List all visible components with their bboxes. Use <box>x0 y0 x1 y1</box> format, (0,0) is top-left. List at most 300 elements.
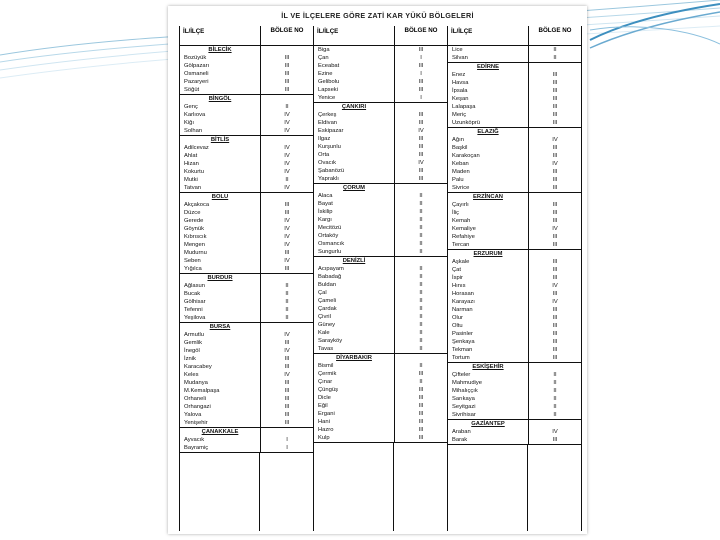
table-row <box>180 379 313 387</box>
table-row <box>314 273 447 281</box>
table-row <box>180 201 313 209</box>
table-row <box>180 111 313 119</box>
region-number: I <box>260 444 313 452</box>
table-row <box>180 249 313 257</box>
region-number: IV <box>260 119 313 127</box>
table-row <box>314 135 447 143</box>
region-number: III <box>394 62 447 70</box>
region-number: IV <box>528 136 581 144</box>
district-name: Tortum <box>452 355 470 361</box>
table-row <box>314 208 447 216</box>
table-row <box>180 436 313 444</box>
region-number: III <box>528 338 581 346</box>
province-section <box>448 46 581 63</box>
table-row <box>314 46 447 54</box>
province-section <box>180 193 313 274</box>
province-heading <box>180 136 313 144</box>
region-number: IV <box>260 152 313 160</box>
region-number: IV <box>260 347 313 355</box>
region-number: IV <box>260 225 313 233</box>
province-region-cell <box>394 354 447 362</box>
district-name: Şenkaya <box>452 339 475 345</box>
region-number: II <box>528 379 581 387</box>
table-row <box>180 225 313 233</box>
table-row <box>448 403 581 411</box>
region-number: III <box>260 355 313 363</box>
table-row <box>314 127 447 135</box>
district-name: Havsa <box>452 80 469 86</box>
table-row <box>180 54 313 62</box>
table-row <box>314 281 447 289</box>
region-number: III <box>528 209 581 217</box>
region-number: III <box>528 266 581 274</box>
province-name: ERZİNCAN <box>473 194 503 200</box>
region-number: II <box>394 337 447 345</box>
table-row <box>180 298 313 306</box>
province-heading <box>180 428 313 436</box>
region-number: II <box>394 232 447 240</box>
region-number: II <box>394 329 447 337</box>
region-number: III <box>394 434 447 442</box>
region-number: II <box>394 321 447 329</box>
region-number: III <box>394 386 447 394</box>
table-row <box>314 54 447 62</box>
table-row <box>448 274 581 282</box>
district-name: Bayramiç <box>184 445 209 451</box>
region-number: III <box>528 95 581 103</box>
district-name: İspir <box>452 275 463 281</box>
province-region-cell <box>394 257 447 265</box>
table-column <box>180 26 314 531</box>
province-name: ÇANAKKALE <box>201 429 239 435</box>
district-name: Gölhisar <box>184 299 206 305</box>
district-name: Seben <box>184 258 201 264</box>
province-region-cell <box>528 193 581 201</box>
province-section <box>180 428 313 453</box>
district-name: Göynük <box>184 226 204 232</box>
province-region-cell <box>260 46 313 54</box>
region-number: II <box>260 314 313 322</box>
region-number: II <box>394 273 447 281</box>
district-name: Pazaryeri <box>184 79 209 85</box>
province-section <box>314 46 447 103</box>
table-row <box>314 305 447 313</box>
district-name: Acıpayam <box>318 266 344 272</box>
table-row <box>180 306 313 314</box>
region-number: III <box>528 144 581 152</box>
region-number: III <box>260 265 313 273</box>
table-row <box>314 192 447 200</box>
region-number: III <box>528 436 581 444</box>
table-row <box>448 144 581 152</box>
table-row <box>448 346 581 354</box>
district-name: Çayırlı <box>452 202 469 208</box>
district-name: Bozüyük <box>184 55 207 61</box>
district-name: Yenişehir <box>184 420 208 426</box>
district-name: Kokurtu <box>184 169 204 175</box>
region-number: II <box>528 411 581 419</box>
region-number: II <box>260 103 313 111</box>
district-name: Çınar <box>318 379 333 385</box>
province-region-cell <box>260 95 313 103</box>
document-page <box>168 6 587 534</box>
table-row <box>314 175 447 183</box>
region-number: IV <box>260 144 313 152</box>
region-number: III <box>528 233 581 241</box>
table-row <box>314 240 447 248</box>
table-row <box>180 257 313 265</box>
province-heading <box>448 128 581 136</box>
district-name: Karakoçan <box>452 153 480 159</box>
region-number: IV <box>260 168 313 176</box>
region-number: II <box>394 192 447 200</box>
region-number: II <box>394 289 447 297</box>
region-number: III <box>260 411 313 419</box>
province-name: BURSA <box>209 324 231 330</box>
column-filler <box>314 443 447 531</box>
region-number: III <box>528 79 581 87</box>
province-region-cell <box>260 136 313 144</box>
district-name: Karlıova <box>184 112 206 118</box>
district-name: Araban <box>452 429 471 435</box>
table-row <box>180 217 313 225</box>
district-name: Sungurlu <box>318 249 342 255</box>
province-heading <box>448 250 581 258</box>
district-name: Barak <box>452 437 468 443</box>
district-name: Çan <box>318 55 329 61</box>
region-number: II <box>260 282 313 290</box>
district-name: Lapseki <box>318 87 338 93</box>
header-bolge-no: BÖLGE NO <box>394 26 447 45</box>
region-number: IV <box>528 282 581 290</box>
district-name: Ayvacık <box>184 437 205 443</box>
province-heading <box>180 274 313 282</box>
table-row <box>180 70 313 78</box>
table-row <box>448 46 581 54</box>
district-name: Çivril <box>318 314 331 320</box>
district-name: Hınıs <box>452 283 466 289</box>
district-name: Eskipazar <box>318 128 344 134</box>
province-name: BURDUR <box>207 275 233 281</box>
province-heading <box>448 63 581 71</box>
district-name: İpsala <box>452 88 468 94</box>
province-region-cell <box>260 193 313 201</box>
table-row <box>448 119 581 127</box>
region-number: III <box>528 274 581 282</box>
table-row <box>448 54 581 62</box>
province-name: ERZURUM <box>473 251 503 257</box>
district-name: Oltu <box>452 323 463 329</box>
region-number: III <box>394 135 447 143</box>
district-name: Maden <box>452 169 470 175</box>
district-name: Ovacık <box>318 160 337 166</box>
district-name: Güney <box>318 322 336 328</box>
table-row <box>448 266 581 274</box>
province-region-cell <box>394 184 447 192</box>
district-name: Çermik <box>318 371 337 377</box>
region-number: III <box>394 143 447 151</box>
district-name: Silvan <box>452 55 468 61</box>
table-row <box>448 201 581 209</box>
district-name: Gölpazarı <box>184 63 210 69</box>
table-row <box>314 297 447 305</box>
region-number: III <box>394 167 447 175</box>
region-number: II <box>528 54 581 62</box>
region-number: II <box>394 313 447 321</box>
table-row <box>448 330 581 338</box>
district-name: Osmaneli <box>184 71 209 77</box>
table-row <box>448 184 581 192</box>
table-row <box>314 200 447 208</box>
district-name: Kale <box>318 330 330 336</box>
region-number: IV <box>260 331 313 339</box>
district-name: Buldan <box>318 282 337 288</box>
region-number: III <box>394 402 447 410</box>
header-il-ilce: İL/İLÇE <box>317 28 339 35</box>
table-row <box>448 111 581 119</box>
table-row <box>314 248 447 256</box>
header-bolge-no: BÖLGE NO <box>260 26 313 45</box>
district-name: Çal <box>318 290 327 296</box>
table-row <box>314 337 447 345</box>
district-name: Seyitgazi <box>452 404 476 410</box>
district-name: Mahmudiye <box>452 380 482 386</box>
region-number: IV <box>260 184 313 192</box>
region-number: III <box>528 241 581 249</box>
region-number: III <box>528 201 581 209</box>
province-heading <box>314 184 447 192</box>
region-number: III <box>528 290 581 298</box>
region-number: IV <box>528 225 581 233</box>
district-name: Bucak <box>184 291 201 297</box>
table-row <box>314 289 447 297</box>
province-region-cell <box>260 323 313 331</box>
district-name: Gelibolu <box>318 79 340 85</box>
region-number: II <box>394 216 447 224</box>
table-row <box>314 265 447 273</box>
district-name: Horasan <box>452 291 474 297</box>
district-name: Sarıkaya <box>452 396 475 402</box>
district-name: Sivrihisar <box>452 412 476 418</box>
table-row <box>448 428 581 436</box>
province-region-cell <box>260 274 313 282</box>
district-name: Olur <box>452 315 463 321</box>
region-number: III <box>260 78 313 86</box>
header-il-ilce: İL/İLÇE <box>183 28 205 35</box>
district-name: Karacabey <box>184 364 212 370</box>
district-name: Hani <box>318 419 330 425</box>
table-row <box>180 233 313 241</box>
district-name: Kemah <box>452 218 471 224</box>
province-heading <box>314 103 447 111</box>
region-number: III <box>260 249 313 257</box>
province-name: ESKİŞEHİR <box>472 364 504 370</box>
region-number: III <box>528 217 581 225</box>
region-number: II <box>394 224 447 232</box>
table-row <box>180 78 313 86</box>
table-row <box>180 127 313 135</box>
region-number: III <box>528 322 581 330</box>
region-number: II <box>528 371 581 379</box>
district-name: Mudurnu <box>184 250 207 256</box>
region-number: III <box>260 387 313 395</box>
province-section <box>314 184 447 257</box>
province-heading <box>448 193 581 201</box>
province-section <box>448 63 581 128</box>
district-name: Düzce <box>184 210 201 216</box>
column-filler <box>448 445 581 531</box>
province-section <box>180 136 313 193</box>
table-row <box>448 168 581 176</box>
table-row <box>448 87 581 95</box>
region-number: III <box>394 151 447 159</box>
table-row <box>448 209 581 217</box>
table-row <box>448 136 581 144</box>
table-row <box>448 258 581 266</box>
district-name: Adilcevaz <box>184 145 209 151</box>
province-heading <box>180 323 313 331</box>
region-number: I <box>394 54 447 62</box>
region-number: III <box>528 306 581 314</box>
district-name: Yeşilova <box>184 315 206 321</box>
table-row <box>448 411 581 419</box>
district-name: Çifteler <box>452 372 471 378</box>
province-name: EDİRNE <box>477 64 499 70</box>
table-row <box>314 159 447 167</box>
table-row <box>448 371 581 379</box>
district-name: Kıbrıscık <box>184 234 207 240</box>
region-number: III <box>528 176 581 184</box>
header-bolge-no: BÖLGE NO <box>528 26 581 45</box>
province-region-cell <box>528 363 581 371</box>
province-name: BİLECİK <box>208 47 232 53</box>
table-row <box>180 355 313 363</box>
district-name: Çerkeş <box>318 112 337 118</box>
district-name: Başkil <box>452 145 468 151</box>
table-row <box>180 160 313 168</box>
table-row <box>314 62 447 70</box>
region-number: III <box>528 354 581 362</box>
table-row <box>180 282 313 290</box>
district-name: Kargı <box>318 217 332 223</box>
province-region-cell <box>394 103 447 111</box>
province-region-cell <box>260 428 313 436</box>
province-name: ELAZIĞ <box>477 129 499 135</box>
region-number: IV <box>260 217 313 225</box>
table-row <box>448 290 581 298</box>
region-number: II <box>394 200 447 208</box>
region-number: II <box>394 378 447 386</box>
district-name: Kulp <box>318 435 330 441</box>
region-number: III <box>260 62 313 70</box>
province-name: ÇORUM <box>343 185 365 191</box>
district-name: Uzunköprü <box>452 120 481 126</box>
district-name: Şabanözü <box>318 168 345 174</box>
region-number: II <box>394 265 447 273</box>
table-row <box>180 444 313 452</box>
district-name: Dicle <box>318 395 331 401</box>
district-name: Eldivan <box>318 120 338 126</box>
table-row <box>448 338 581 346</box>
table-row <box>448 160 581 168</box>
table-row <box>180 103 313 111</box>
region-number: IV <box>394 127 447 135</box>
table-row <box>180 363 313 371</box>
region-number: III <box>260 54 313 62</box>
district-name: Gemlik <box>184 340 203 346</box>
district-name: Mihalıççık <box>452 388 478 394</box>
district-name: Tefenni <box>184 307 203 313</box>
district-name: Mengen <box>184 242 205 248</box>
district-name: Çameli <box>318 298 337 304</box>
district-name: Ağlasun <box>184 283 205 289</box>
region-number: III <box>394 86 447 94</box>
region-number: III <box>528 314 581 322</box>
table-row <box>314 224 447 232</box>
province-section <box>314 257 447 354</box>
district-name: Solhan <box>184 128 203 134</box>
region-number: III <box>528 346 581 354</box>
region-number: II <box>394 305 447 313</box>
table-row <box>180 144 313 152</box>
region-number: II <box>528 387 581 395</box>
region-number: III <box>394 426 447 434</box>
table-row <box>314 426 447 434</box>
district-name: Sivrice <box>452 185 470 191</box>
table-row <box>314 216 447 224</box>
region-number: IV <box>528 160 581 168</box>
region-number: IV <box>528 428 581 436</box>
table-row <box>448 233 581 241</box>
table-row <box>448 241 581 249</box>
region-number: III <box>528 152 581 160</box>
province-name: DENİZLİ <box>342 258 366 264</box>
province-name: BİTLİS <box>210 137 230 143</box>
region-number: II <box>394 281 447 289</box>
province-section <box>448 193 581 250</box>
province-name: GAZİANTEP <box>471 421 505 427</box>
district-name: Orta <box>318 152 330 158</box>
region-number: III <box>528 111 581 119</box>
table-row <box>180 62 313 70</box>
district-name: İskilip <box>318 209 333 215</box>
district-name: Ahlat <box>184 153 198 159</box>
district-name: Genç <box>184 104 198 110</box>
region-number: III <box>528 168 581 176</box>
region-number: III <box>394 370 447 378</box>
district-name: Karayazı <box>452 299 475 305</box>
district-name: Tatvan <box>184 185 202 191</box>
province-section <box>314 103 447 184</box>
district-name: Çat <box>452 267 462 273</box>
district-name: Aşkale <box>452 259 470 265</box>
table-row <box>314 434 447 442</box>
region-number: II <box>260 290 313 298</box>
province-region-cell <box>528 63 581 71</box>
district-name: İnegöl <box>184 348 200 354</box>
table-row <box>448 298 581 306</box>
table-row <box>180 119 313 127</box>
province-region-cell <box>528 250 581 258</box>
table-row <box>180 347 313 355</box>
table-row <box>314 313 447 321</box>
district-name: Yalova <box>184 412 202 418</box>
province-heading <box>314 354 447 362</box>
table-row <box>180 403 313 411</box>
district-name: Ilgaz <box>318 136 331 142</box>
province-heading <box>180 95 313 103</box>
region-number: III <box>528 330 581 338</box>
